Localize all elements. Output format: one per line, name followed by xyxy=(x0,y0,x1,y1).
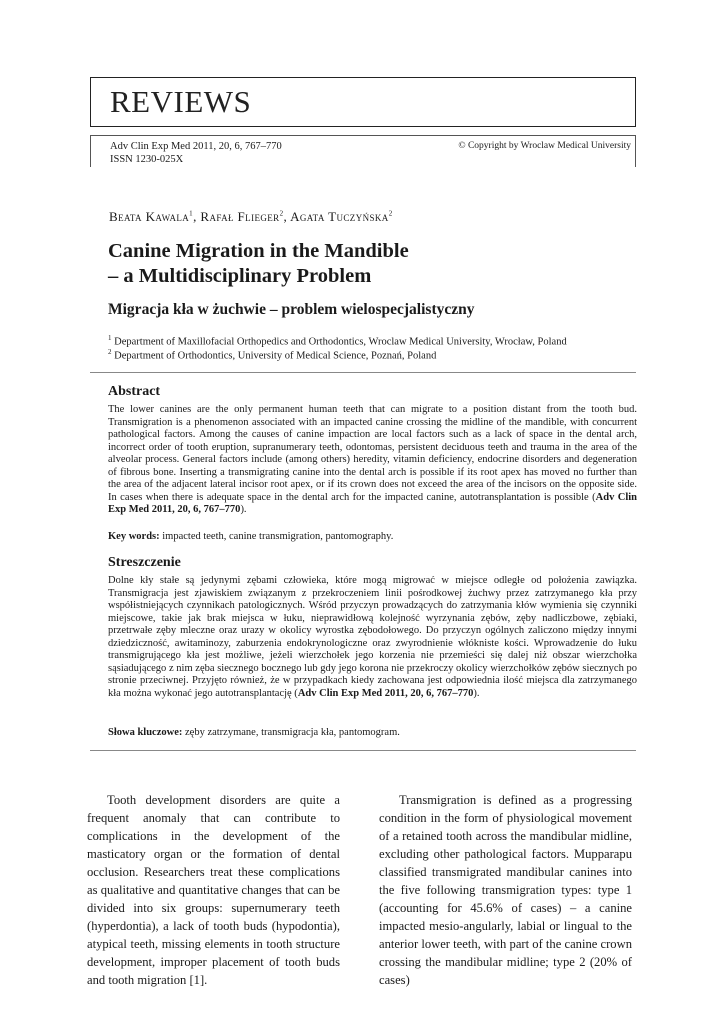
journal-line: Adv Clin Exp Med 2011, 20, 6, 767–770 xyxy=(110,141,282,152)
article-title-line: Canine Migration in the Mandible xyxy=(108,240,409,262)
article-title-line: – a Multidisciplinary Problem xyxy=(108,265,372,287)
author-affiliation-mark: 2 xyxy=(279,209,284,218)
streszczenie-keywords xyxy=(108,726,637,739)
author-affiliation-mark: 1 xyxy=(189,209,194,218)
affiliation xyxy=(108,346,648,363)
body-paragraph: Tooth development disorders are quite a frequent anomaly that can contribute to complications in the development of the masticatory organ or the formation of dental occlusion. Researchers treat these complications as qualitative and quantitative changes that can be divided into six groups: supernumerary teeth (hyperdontia), a lack of tooth buds (hypodontia), atypical teeth, missing elements in tooth structure development, improper placement of tooth buds and tooth migration [1]. xyxy=(87,793,340,987)
section-header-box xyxy=(90,77,636,127)
streszczenie-text: Dolne kły stałe są jedynymi zębami człowieka, które mogą migrować w miejsce odległe od położenia zawiązka. Transmigracja jest zjawiskiem związanym z przekroczeniem linii pośrodkowej żuchwy przez zatrzymanego kła przy współistniejących czynnikach patologicznych. Wśród przyczyn prowadzących do zatrzymania kłów wymienia się czynniki miejscowe, takie jak brak miejsca w łuku, nieprawidłową kolejność wyrzynania zębów, zęby nadliczbowe, zębiaki, przetrwałe zęby mleczne oraz urazy w okolicy wyrostka zębodołowego. Do przyczyn ogólnych zaliczono między innymi dziedziczność, awitaminozy, zaburzenia endokrynologiczne oraz zwyrodnienie włókniste kości. Wprowadzenie do łuku transmigrującego kła jest możliwe, jeżeli wierzchołek jego korzenia nie przemieści się dalej niż obszar wierzchołka sąsiadującego z nim zęba siecznego bocznego lub gdy jego korona nie przekroczy okolicy wierzchołków zębów siecznych po stronie przeciwnej. Przyjęto również, że w przypadkach kiedy zachowana jest odpowiednia ilość miejsca dla zatrzymanego kła można wykonać jego autotransplantację ( xyxy=(108,575,637,699)
affiliation-mark: 1 xyxy=(108,334,112,342)
abstract-citation: Adv Clin Exp Med 2011, 20, 6, 767–770 xyxy=(108,491,637,515)
author-affiliation-mark: 2 xyxy=(388,209,393,218)
author-name: Rafał Flieger xyxy=(200,209,280,224)
author-name: Beata Kawala xyxy=(109,209,190,224)
streszczenie-end: ). xyxy=(473,687,480,699)
keywords-label: Słowa kluczowe: xyxy=(108,727,183,738)
abstract-heading: Abstract xyxy=(108,384,161,399)
article-title xyxy=(108,239,628,289)
abstract-bottom-rule xyxy=(90,750,636,751)
keywords-text: impacted teeth, canine transmigration, pantomography. xyxy=(162,531,394,542)
abstract-text: The lower canines are the only permanent human teeth that can migrate to a position distant from the tooth bud. Transmigration is a phenomenon associated with an impacted canine crossing the midline of the mandible, with concurrent pathological factors. Among the causes of canine impaction are local factors such as a lack of space in the dental arch, incorrect order of tooth eruption, supranumerary teeth, odontomas, persistent deciduous teeth and trauma in the area of the alveolar process. General factors include (among others) heredity, vitamin deficiency, endocrine disorders and degeneration of fibrous bone. Inserting a transmigrating canine into the dental arch is possible if its root apex has moved no further than the area of the adjacent lateral incisor root apex, or if its crown does not exceed the area of the incisors on the opposite side. In cases when there is adequate space in the dental arch for the impacted canine, autotransplantation is possible ( xyxy=(108,404,637,503)
article-title-polish: Migracja kła w żuchwie – problem wielospecjalistyczny xyxy=(108,301,475,318)
issn-line: ISSN 1230-025X xyxy=(110,154,184,165)
abstract-keywords xyxy=(108,530,637,543)
abstract-body xyxy=(108,404,637,517)
streszczenie-citation: Adv Clin Exp Med 2011, 20, 6, 767–770 xyxy=(297,687,474,699)
streszczenie-heading: Streszczenie xyxy=(108,555,181,570)
author-name: Agata Tuczyńska xyxy=(290,209,389,224)
abstract-top-rule xyxy=(90,372,636,373)
author-list: Beata Kawala$^1$, Rafał Flieger$^2$, Agata Tuczyńska$^2$ xyxy=(109,209,393,224)
keywords-text: zęby zatrzymane, transmigracja kła, pantomogram. xyxy=(185,727,400,738)
copyright-notice: © Copyright by Wroclaw Medical University xyxy=(458,141,631,151)
affiliation-text: Department of Maxillofacial Orthopedics and Orthodontics, Wroclaw Medical University, Wrocław, Poland xyxy=(114,336,567,348)
journal-citation xyxy=(110,140,282,166)
body-column-right xyxy=(379,791,632,989)
streszczenie-body xyxy=(108,575,637,700)
abstract-end: ). xyxy=(240,504,247,515)
body-paragraph: Transmigration is defined as a progressing condition in the form of physiological movement of a retained tooth across the mandibular midline, excluding other pathological factors. Mupparapu classified transmigrated mandibular canines into the five following transmigration types: type 1 (accounting for 45.6% of cases) – a canine impacted mesio-angularly, labial or lingual to the anterior lower teeth, with part of the canine crown crossing the mandibular midline; type 2 (20% of cases) xyxy=(379,793,632,987)
affiliation-text: Department of Orthodontics, University of Medical Science, Poznań, Poland xyxy=(114,350,437,362)
affiliation-mark: 2 xyxy=(108,348,112,356)
body-column-left xyxy=(87,791,340,989)
section-title: REVIEWS xyxy=(110,84,252,119)
keywords-label: Key words: xyxy=(108,531,160,542)
journal-meta-box xyxy=(90,135,636,167)
